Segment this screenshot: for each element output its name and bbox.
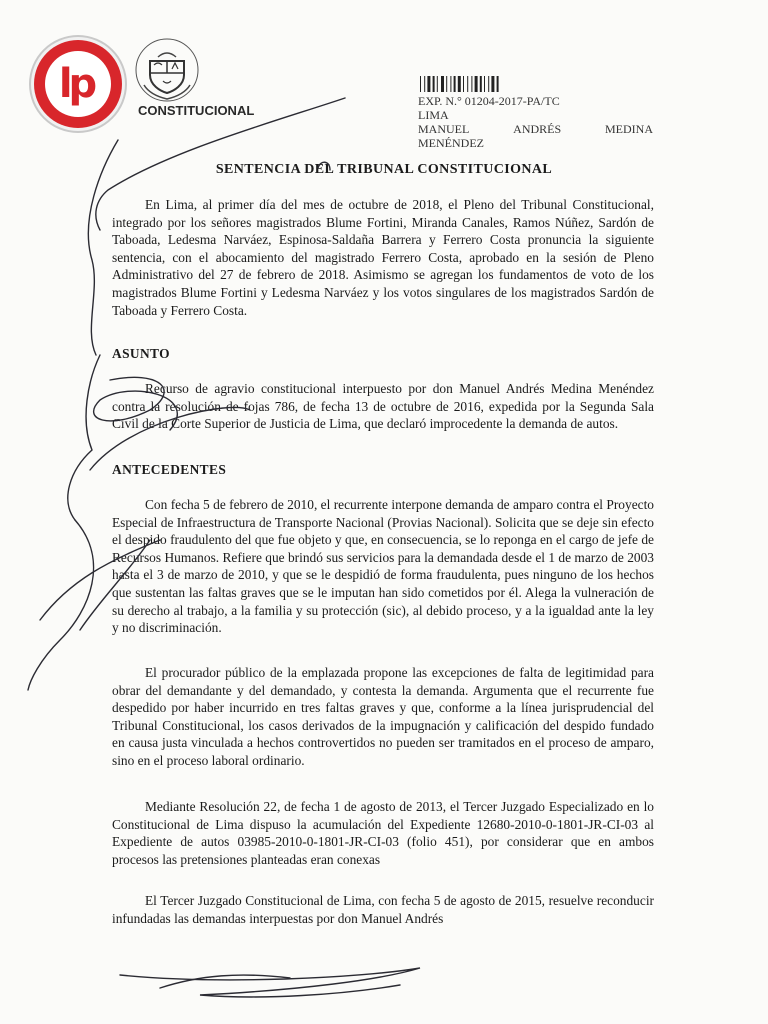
barcode-bar: [491, 76, 494, 92]
case-number: EXP. N.° 01204-2017-PA/TC: [418, 94, 560, 108]
peru-coat-of-arms-seal: [132, 35, 202, 105]
barcode-bar: [480, 76, 482, 92]
antecedentes-paragraph-4: El Tercer Juzgado Constitucional de Lima, con fecha 5 de agosto de 2015, resuelve reconducir infundadas las demandas interpuestas por don Manuel Andrés: [112, 893, 654, 926]
case-city: LIMA: [418, 108, 449, 122]
barcode-bar: [488, 76, 489, 92]
barcode-bar: [497, 76, 499, 92]
barcode-bar: [424, 76, 425, 92]
barcode-bar: [467, 76, 468, 92]
lp-logo-text: lp: [45, 51, 111, 117]
barcode-bar: [471, 76, 472, 92]
barcode-bar: [458, 76, 461, 92]
antecedentes-heading: ANTECEDENTES: [112, 462, 227, 477]
lp-logo: [34, 40, 122, 128]
party-surname: MEDINA: [605, 122, 653, 136]
asunto-paragraph: Recurso de agravio constitucional interpuesto por don Manuel Andrés Medina Menéndez contra la resolución de fojas 786, de fecha 13 de octubre de 2016, expedida por la Segunda Sala Civil de la Corte Superior de Justicia de Lima, que declaró improcedente la demanda de autos.: [112, 381, 654, 432]
party-first-name: MANUEL: [418, 122, 470, 136]
case-party-surname2: MENÉNDEZ: [418, 136, 484, 150]
barcode: [420, 76, 520, 92]
case-info: [418, 94, 653, 150]
case-party-line: [418, 122, 653, 136]
antecedentes-paragraph-3: Mediante Resolución 22, de fecha 1 de agosto de 2013, el Tercer Juzgado Especializado en lo Constitucional de Lima dispuso la acumulación del Expediente 12680-2010-0-1801-JR-CI-03 al Expediente de autos 03985-2010-0-1801-JR-CI-03 (folio 451), por considerar que en ambos procesos las pretensiones planteadas eran conexas: [112, 799, 654, 867]
antecedentes-paragraph-1: Con fecha 5 de febrero de 2010, el recurrente interpone demanda de amparo contra el Proyecto Especial de Infraestructura de Transporte Nacional (Provias Nacional). Solicita que se deje sin efecto el despido fraudulento del que fue objeto y que, en consecuencia, se lo reponga en el cargo de jefe de Recursos Humanos. Refiere que brindó sus servicios para la demandada desde el 1 de marzo de 2003 hasta el 3 de marzo de 2010, y que se le despidió de forma fraudulenta, pues ninguno de los hechos que sustentan las faltas graves que se le imputan han sido cometidos por él. Alega la vulneración de su derecho al trabajo, a la familia y su protección (sic), al debido proceso, y a la igualdad ante la ley y no discriminación.: [112, 497, 654, 636]
party-middle-name: ANDRÉS: [513, 122, 562, 136]
barcode-bar: [427, 76, 430, 92]
asunto-heading: ASUNTO: [112, 346, 170, 361]
intro-paragraph: En Lima, al primer día del mes de octubre de 2018, el Pleno del Tribunal Constitucional, integrado por los señores magistrados Blume Fortini, Miranda Canales, Ramos Núñez, Sardón de Taboada, Ledesma Narváez, Espinosa-Saldaña Barrera y Ferrero Costa pronuncia la siguiente sentencia, con el abocamiento del magistrado Ferrero Costa, aprobado en la sesión de Pleno Administrativo del 27 de febrero de 2018. Asimismo se agregan los fundamentos de voto de los magistrados Blume Fortini y Ledesma Narváez y los votos singulares de los magistrados Sardón de Taboada y Ferrero Costa.: [112, 197, 654, 318]
barcode-bar: [450, 76, 451, 92]
barcode-bar: [420, 76, 421, 92]
barcode-bar: [463, 76, 464, 92]
institution-name: CONSTITUCIONAL: [138, 103, 255, 118]
antecedentes-paragraph-2: El procurador público de la emplazada propone las excepciones de falta de legitimidad para obrar del demandante y del demandado, y contesta la demanda. Argumenta que el recurrente fue despedido por haber incurrido en tres faltas graves y que, conforme a la línea jurisprudencial del Tribunal Constitucional, los casos derivados de la impugnación y calificación del despido fundado en causa justa vinculada a hechos controvertidos no pueden ser tramitados en el proceso de amparo, sino en el proceso laboral ordinario.: [112, 665, 654, 768]
barcode-bar: [446, 76, 447, 92]
barcode-bar: [433, 76, 435, 92]
barcode-bar: [441, 76, 444, 92]
barcode-bar: [484, 76, 485, 92]
barcode-bar: [475, 76, 478, 92]
barcode-bar: [454, 76, 456, 92]
barcode-bar: [437, 76, 438, 92]
document-title: SENTENCIA DEL TRIBUNAL CONSTITUCIONAL: [215, 162, 553, 177]
